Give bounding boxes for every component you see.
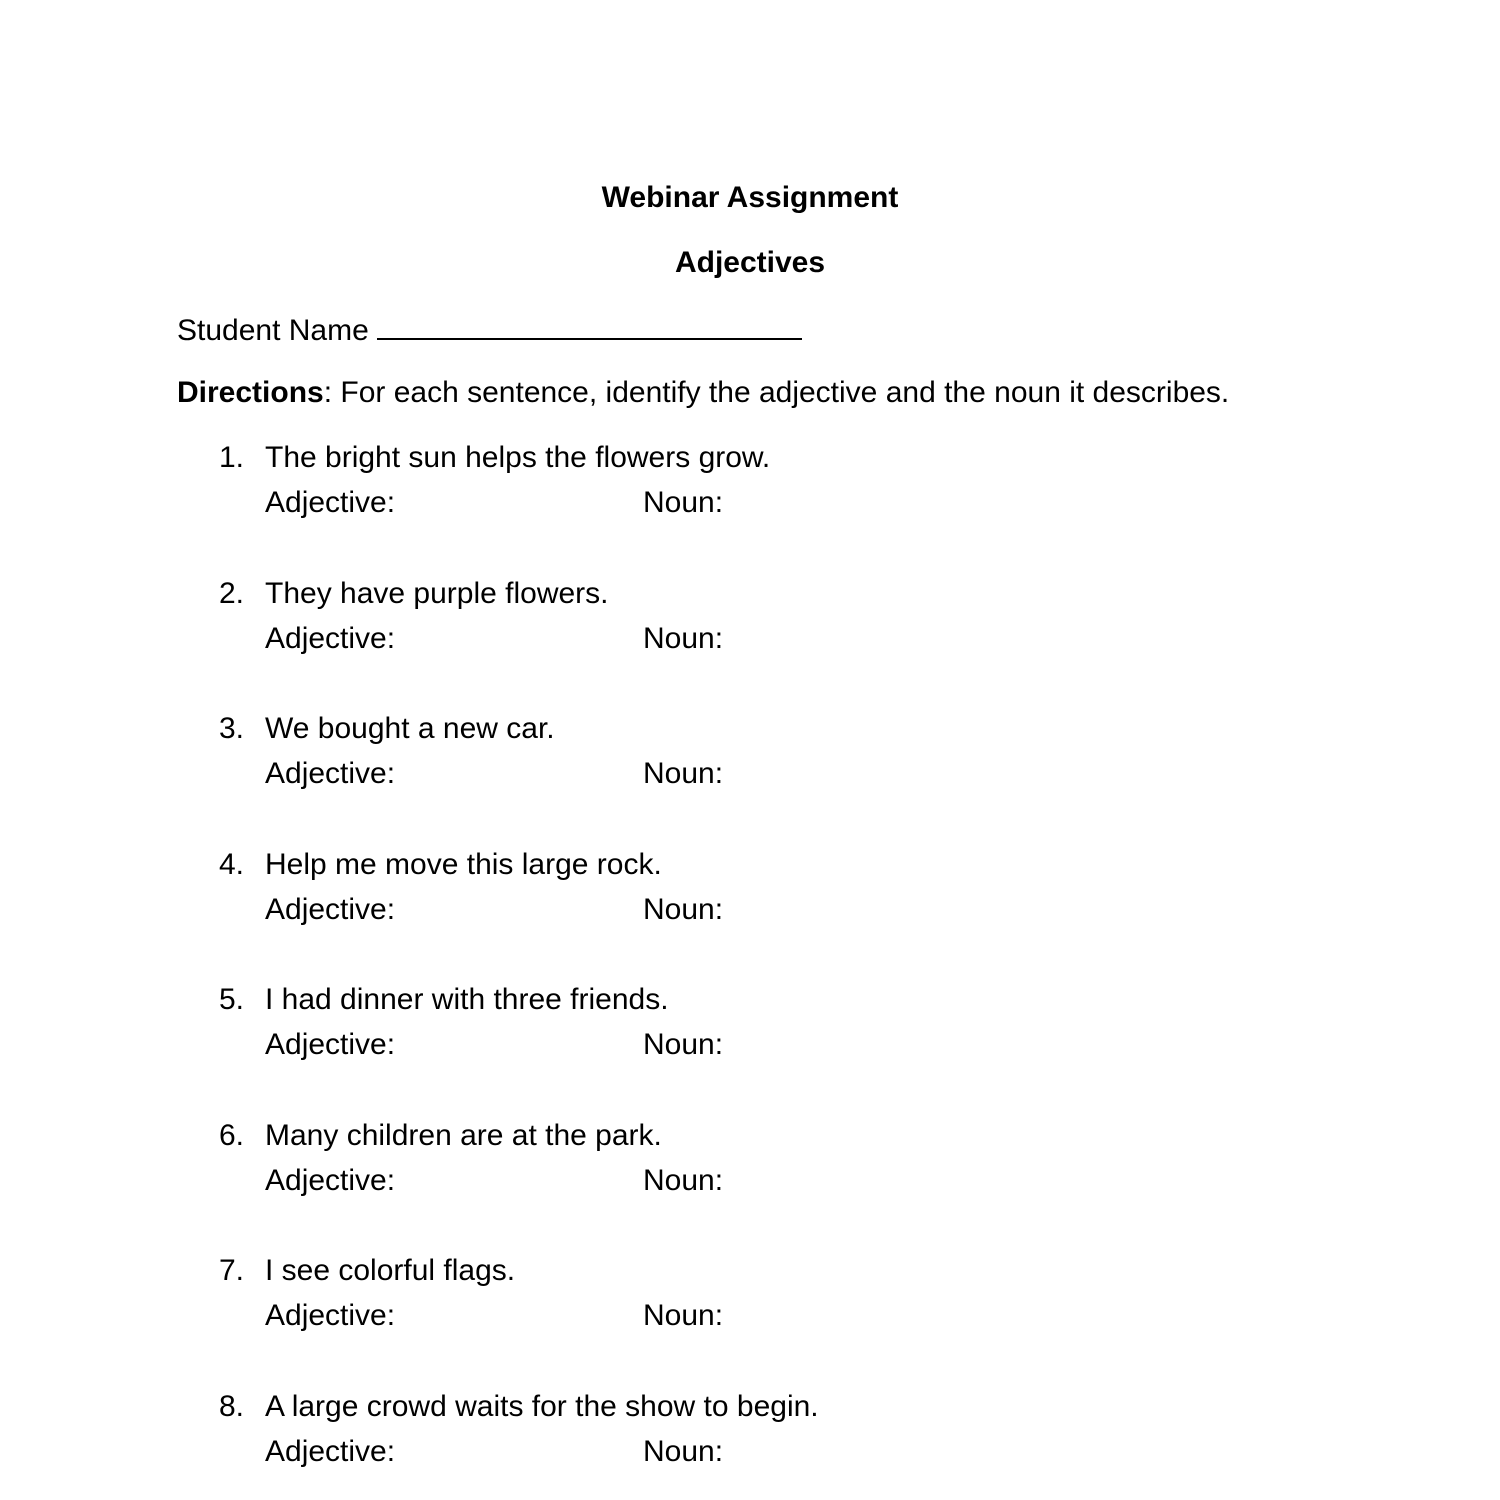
student-name-blank[interactable] bbox=[377, 308, 802, 340]
student-name-label: Student Name bbox=[177, 314, 369, 347]
directions bbox=[177, 373, 1229, 413]
student-name-row bbox=[177, 308, 802, 351]
directions-label: Directions bbox=[177, 376, 324, 409]
noun-label: Noun: bbox=[643, 1164, 724, 1197]
adjective-label: Adjective: bbox=[265, 622, 396, 655]
question-number: 8. bbox=[219, 1390, 245, 1423]
question-number: 7. bbox=[219, 1254, 245, 1287]
question-item bbox=[0, 845, 1500, 935]
question-sentence: I had dinner with three friends. bbox=[265, 983, 669, 1016]
directions-text: : For each sentence, identify the adjective and the noun it describes. bbox=[323, 376, 1230, 409]
adjective-label: Adjective: bbox=[265, 893, 396, 926]
noun-label: Noun: bbox=[643, 1435, 724, 1468]
question-number: 6. bbox=[219, 1119, 245, 1152]
question-number: 4. bbox=[219, 848, 245, 881]
adjective-label: Adjective: bbox=[265, 1028, 396, 1061]
question-item bbox=[0, 1387, 1500, 1477]
question-item bbox=[0, 438, 1500, 528]
noun-label: Noun: bbox=[643, 1299, 724, 1332]
noun-label: Noun: bbox=[643, 893, 724, 926]
question-item bbox=[0, 1251, 1500, 1341]
adjective-label: Adjective: bbox=[265, 1164, 396, 1197]
question-item bbox=[0, 574, 1500, 664]
noun-label: Noun: bbox=[643, 486, 724, 519]
adjective-label: Adjective: bbox=[265, 1299, 396, 1332]
question-sentence: We bought a new car. bbox=[265, 712, 555, 745]
question-sentence: I see colorful flags. bbox=[265, 1254, 516, 1287]
question-sentence: A large crowd waits for the show to begin. bbox=[265, 1390, 819, 1423]
page-title: Webinar Assignment bbox=[601, 181, 899, 214]
question-sentence: The bright sun helps the flowers grow. bbox=[265, 441, 771, 474]
page-subtitle: Adjectives bbox=[674, 246, 826, 279]
question-number: 1. bbox=[219, 441, 245, 474]
question-number: 3. bbox=[219, 712, 245, 745]
question-item bbox=[0, 1116, 1500, 1206]
question-sentence: Many children are at the park. bbox=[265, 1119, 662, 1152]
noun-label: Noun: bbox=[643, 1028, 724, 1061]
adjective-label: Adjective: bbox=[265, 486, 396, 519]
adjective-label: Adjective: bbox=[265, 1435, 396, 1468]
question-number: 5. bbox=[219, 983, 245, 1016]
adjective-label: Adjective: bbox=[265, 757, 396, 790]
question-sentence: They have purple flowers. bbox=[265, 577, 609, 610]
question-number: 2. bbox=[219, 577, 245, 610]
question-item bbox=[0, 709, 1500, 799]
noun-label: Noun: bbox=[643, 622, 724, 655]
noun-label: Noun: bbox=[643, 757, 724, 790]
question-item bbox=[0, 980, 1500, 1070]
question-sentence: Help me move this large rock. bbox=[265, 848, 662, 881]
